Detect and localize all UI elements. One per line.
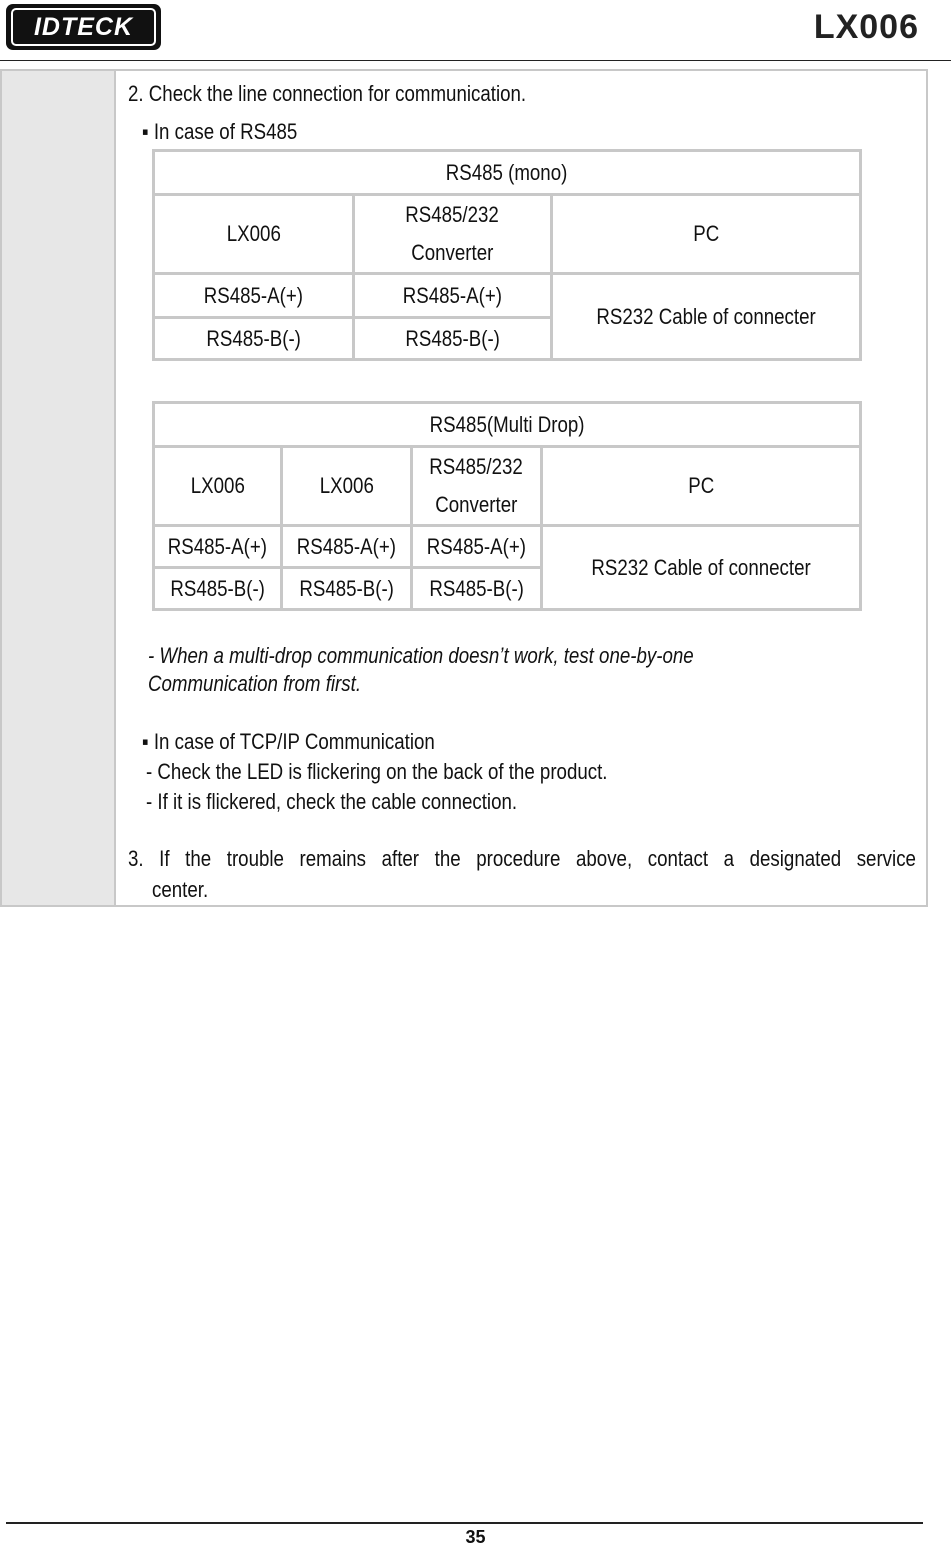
idteck-logo: [6, 4, 161, 50]
multi-cell: RS485-A(+): [282, 526, 412, 568]
multi-table-title: RS485(Multi Drop): [154, 403, 861, 447]
mono-pc-cell: RS232 Cable of connecter: [552, 274, 861, 360]
mono-cell: RS485-B(-): [154, 318, 354, 360]
logo-text: IDTECK: [11, 8, 156, 46]
multi-header-lx006: LX006: [154, 447, 282, 526]
multi-header-pc: PC: [542, 447, 861, 526]
tcp-case-heading: ▪ In case of TCP/IP Communication: [142, 729, 435, 754]
tcp-instruction-2: - If it is flickered, check the cable connection.: [146, 789, 518, 814]
header-divider: [0, 60, 951, 61]
mono-header-lx006: LX006: [154, 195, 354, 274]
footer-divider: [6, 1522, 923, 1524]
multi-cell: RS485-A(+): [412, 526, 542, 568]
mono-cell: RS485-A(+): [154, 274, 354, 318]
multi-pc-cell: RS232 Cable of connecter: [542, 526, 861, 610]
left-margin-column: [2, 71, 116, 905]
rs485-multidrop-table: [152, 401, 862, 611]
step-2-heading: 2. Check the line connection for communication.: [128, 81, 527, 106]
mono-cell: RS485-B(-): [354, 318, 552, 360]
mono-header-pc: PC: [552, 195, 861, 274]
rs485-case-heading: ▪ In case of RS485: [142, 119, 298, 144]
page-number: 35: [465, 1527, 486, 1547]
step-3-line-1: 3. If the trouble remains after the procedure above, contact a designated service: [128, 846, 916, 871]
multidrop-note-line-1: - When a multi-drop communication doesn’t work, test one-by-one: [148, 643, 694, 668]
step-3-line-2: center.: [152, 877, 209, 902]
mono-header-converter: RS485/232 Converter: [354, 195, 552, 274]
multi-header-converter: RS485/232 Converter: [412, 447, 542, 526]
mono-cell: RS485-A(+): [354, 274, 552, 318]
multi-cell: RS485-B(-): [154, 568, 282, 610]
content-frame: [0, 69, 928, 907]
tcp-instruction-1: - Check the LED is flickering on the back of the product.: [146, 759, 608, 784]
multidrop-note-line-2: Communication from first.: [148, 671, 362, 696]
multi-cell: RS485-A(+): [154, 526, 282, 568]
multi-cell: RS485-B(-): [282, 568, 412, 610]
rs485-mono-table: [152, 149, 862, 361]
mono-table-title: RS485 (mono): [154, 151, 861, 195]
multi-header-lx006: LX006: [282, 447, 412, 526]
model-title: LX006: [813, 8, 919, 46]
multi-cell: RS485-B(-): [412, 568, 542, 610]
